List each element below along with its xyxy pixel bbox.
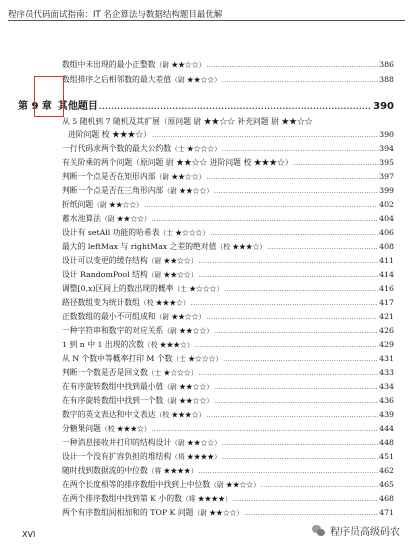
toc-entry[interactable]: 分糖果问题 （校 ★★★☆） ..... 444 bbox=[62, 422, 394, 435]
toc-entry[interactable]: 数组中未出现的最小正整数 （尉 ★★☆☆） ..... 386 bbox=[62, 58, 394, 71]
toc-entry[interactable]: 一种字符串和数字的对应关系 （尉 ★★☆☆） ..... 426 bbox=[62, 324, 394, 337]
chapter-number: 第 9 章 bbox=[18, 101, 52, 112]
toc-entry[interactable]: 一种消息接收并打印的结构设计 （尉 ★★☆☆） ..... 448 bbox=[62, 436, 394, 449]
toc-entry-continuation[interactable]: 进阶问题 校 ★★★☆） ..... 390 bbox=[68, 128, 394, 141]
toc-entry[interactable]: 在有序旋转数组中找到一个数 （尉 ★★☆☆） ..... 436 bbox=[62, 394, 394, 407]
book-title: 程序员代码面试指南：IT 名企算法与数据结构题目最优解 bbox=[8, 10, 223, 20]
toc-entry[interactable]: 一行代码求两个数的最大公约数 （士 ★☆☆☆） ..... 394 bbox=[62, 142, 394, 155]
toc-entry[interactable]: 判断一个点是否在矩形内部 （尉 ★★☆☆） ..... 397 bbox=[62, 170, 394, 183]
toc-entry[interactable]: 从 N 个数中等概率打印 M 个数 （士 ★☆☆☆） ..... 431 bbox=[62, 352, 394, 365]
toc-entry[interactable]: 在有序旋转数组中找到最小值 （尉 ★★☆☆） ..... 434 bbox=[62, 380, 394, 393]
toc-entry[interactable]: 在两个长度相等的排序数组中找到上中位数 （尉 ★★☆☆） ..... 465 bbox=[62, 478, 394, 491]
toc-entry[interactable]: 最大的 leftMax 与 rightMax 之差的绝对值 （校 ★★★☆） ..... 408 bbox=[62, 240, 394, 253]
watermark-text: 程序员高级码农 bbox=[330, 527, 400, 538]
toc-entry[interactable]: 设计 RandomPool 结构 （尉 ★★☆☆） ..... 414 bbox=[62, 268, 394, 281]
toc-entry[interactable]: 在两个排序数组中找到第 K 小的数 （将 ★★★★） ..... 468 bbox=[62, 492, 394, 505]
toc-entry[interactable]: 有关阶乘的两个问题（原问题 尉 ★★☆☆ 进阶问题 校 ★★★☆） ..... 395 bbox=[62, 156, 394, 169]
toc-entry[interactable]: 随时找到数据流的中位数 （将 ★★★★） ..... 462 bbox=[62, 464, 394, 477]
toc-entry[interactable]: 从 5 随机到 7 随机及其扩展（原问题 尉 ★★☆☆ 补充问题 尉 ★★☆☆ bbox=[62, 117, 313, 126]
toc-entry[interactable]: 判断一个点是否在三角形内部 （尉 ★★☆☆） ..... 399 bbox=[62, 184, 394, 197]
toc-entry[interactable]: 调整[0,x)区间上的数出现的概率 （士 ★☆☆☆） ..... 416 bbox=[62, 282, 394, 295]
toc-entry[interactable]: 设计一个没有扩容负担的堆结构 （将 ★★★★） ..... 451 bbox=[62, 450, 394, 463]
toc-entry[interactable]: 折纸问题 （尉 ★★☆☆） ..... 402 bbox=[62, 198, 394, 211]
toc-entry[interactable]: 数字的英文表达和中文表达 （校 ★★★☆） ..... 439 bbox=[62, 408, 394, 421]
watermark bbox=[312, 523, 400, 538]
highlight-box bbox=[34, 76, 64, 117]
chapter-page: 390 bbox=[373, 101, 394, 112]
toc-entry[interactable]: 两个有序数组间相加和的 TOP K 问题 （尉 ★★☆☆） ..... 471 bbox=[62, 506, 394, 519]
wechat-icon bbox=[312, 525, 326, 537]
chapter-heading[interactable] bbox=[18, 97, 394, 113]
running-header bbox=[8, 8, 405, 20]
toc-entry[interactable]: 路径数组变为统计数组 （校 ★★★☆） ..... 417 bbox=[62, 296, 394, 309]
page-number: XVI bbox=[22, 530, 36, 539]
toc-entry[interactable]: 1 到 n 中 1 出现的次数 （校 ★★★☆） ..... 429 bbox=[62, 338, 394, 351]
toc-entry[interactable]: 数组排序之后相邻数的最大差值 （尉 ★★☆☆） ..... 388 bbox=[62, 73, 394, 86]
chapter-title: 其他题目 bbox=[57, 101, 98, 112]
toc-entry[interactable]: 设计可以变更的缓存结构 （尉 ★★☆☆） ..... 411 bbox=[62, 254, 394, 267]
toc-entry[interactable]: 蓄水池算法 （尉 ★★☆☆） ..... 404 bbox=[62, 212, 394, 225]
toc-entry[interactable]: 正数数组的最小不可组成和 （尉 ★★☆☆） ..... 421 bbox=[62, 310, 394, 323]
header-rule bbox=[8, 20, 405, 21]
toc-entry[interactable]: 判断一个数是否是回文数 （士 ★☆☆☆） ..... 433 bbox=[62, 366, 394, 379]
toc-entry[interactable]: 设计有 setAll 功能的哈希表 （士 ★☆☆☆） ..... 406 bbox=[62, 226, 394, 239]
